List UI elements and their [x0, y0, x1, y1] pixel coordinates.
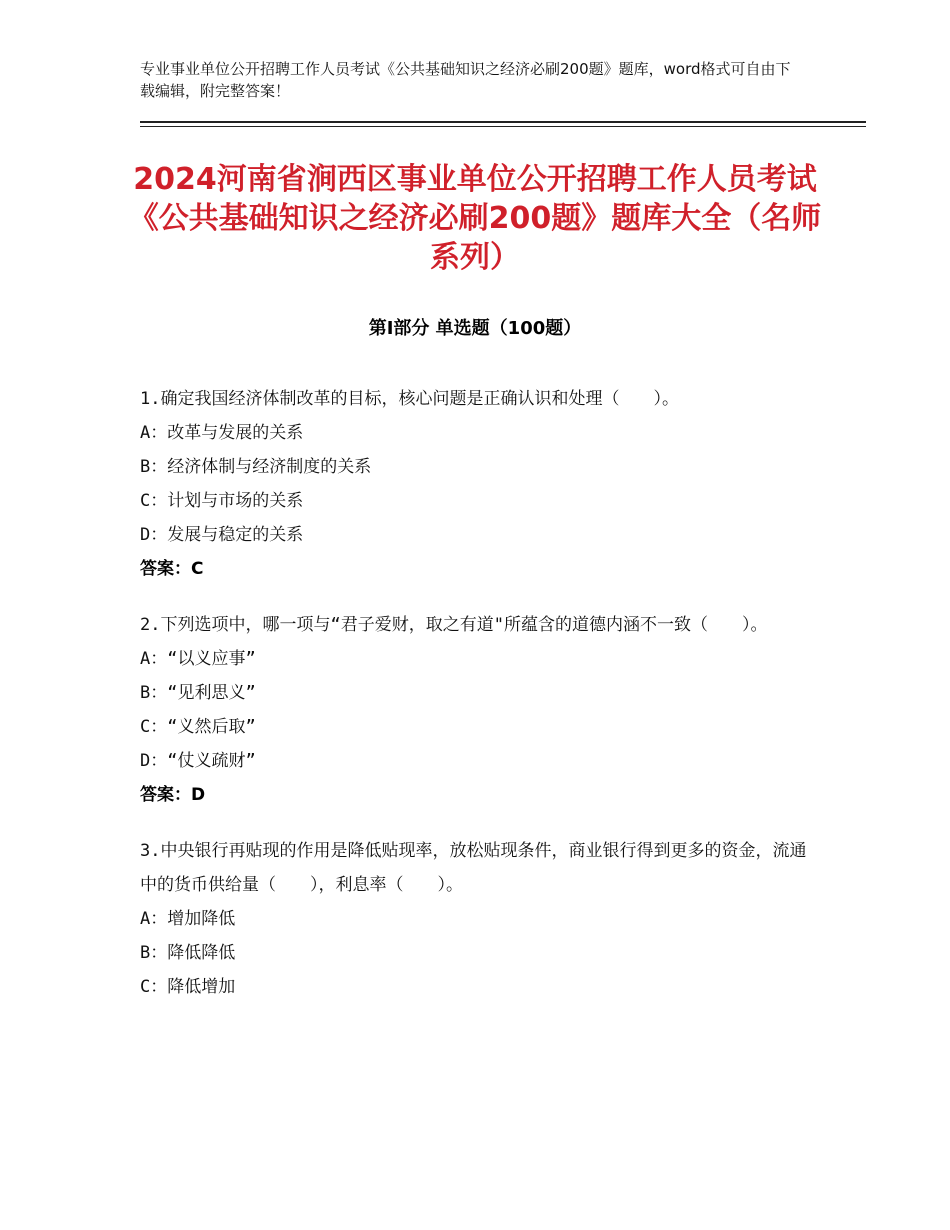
- answer: 答案：C: [140, 559, 204, 579]
- question-text: 3.中央银行再贴现的作用是降低贴现率，放松贴现条件，商业银行得到更多的资金，流通中的货币供给量（ ），利息率（ ）。: [140, 841, 807, 895]
- question-text: 1.确定我国经济体制改革的目标，核心问题是正确认识和处理（ ）。: [140, 389, 679, 409]
- option-c: C：降低增加: [140, 977, 236, 997]
- option-b: B：降低降低: [140, 943, 236, 963]
- header-divider-thin: [140, 126, 866, 127]
- option-c: C：“义然后取”: [140, 717, 256, 737]
- answer: 答案：D: [140, 785, 206, 805]
- document-title: 2024河南省涧西区事业单位公开招聘工作人员考试《公共基础知识之经济必刷200题》题库大全（名师系列）: [128, 162, 822, 275]
- option-c: C：计划与市场的关系: [140, 491, 304, 511]
- option-d: D：“仗义疏财”: [140, 751, 256, 771]
- header-divider-thick: [140, 121, 866, 123]
- question-2: [140, 608, 810, 812]
- header-note: 专业事业单位公开招聘工作人员考试《公共基础知识之经济必刷200题》题库，word格式可自由下载编辑，附完整答案！: [140, 60, 791, 100]
- question-list: [140, 382, 810, 1026]
- question-text: 2.下列选项中，哪一项与“君子爱财，取之有道"所蕴含的道德内涵不一致（ ）。: [140, 615, 768, 635]
- question-1: [140, 382, 810, 586]
- section-heading: 第Ⅰ部分 单选题（100题）: [368, 318, 582, 339]
- option-a: A：增加降低: [140, 909, 236, 929]
- option-b: B：经济体制与经济制度的关系: [140, 457, 372, 477]
- option-d: D：发展与稳定的关系: [140, 525, 304, 545]
- option-a: A：改革与发展的关系: [140, 423, 304, 443]
- question-3: [140, 834, 810, 1004]
- option-a: A：“以义应事”: [140, 649, 256, 669]
- option-b: B：“见利思义”: [140, 683, 256, 703]
